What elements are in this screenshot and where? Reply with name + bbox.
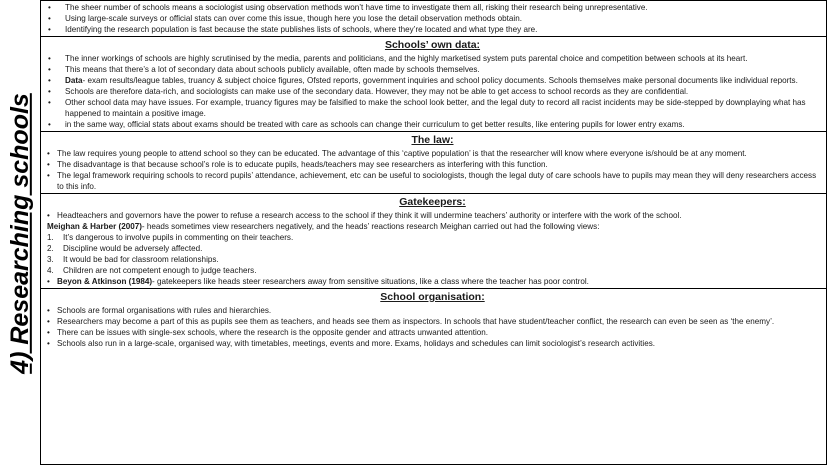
list-item: • Other school data may have issues. For example, truancy figures may be falsified to make the school look better, and the legal duty to record all racist incidents may be side-stepped by downplaying what has happened to maintain a positive image. xyxy=(45,97,820,119)
list-item: • Schools are formal organisations with rules and hierarchies. xyxy=(45,305,820,316)
intro-section xyxy=(41,1,826,37)
organisation-list xyxy=(45,305,820,349)
numbered-item xyxy=(45,232,820,243)
item-text: It would be bad for classroom relationships. xyxy=(63,255,219,264)
list-item: • Headteachers and governors have the power to refuse a research access to the school if they think it will undermine teachers’ authority or interfere with the work of the school. xyxy=(45,210,820,221)
section-heading: The law: xyxy=(411,134,454,146)
list-item: • Schools are therefore data-rich, and sociologists can make use of the secondary data. However, they may not be able to get access to school records as they are confidential. xyxy=(45,86,820,97)
citation-name: Beyon & Atkinson (1984) xyxy=(57,277,153,286)
side-title-column xyxy=(0,0,40,466)
item-text: - exam results/league tables, truancy & subject choice figures, Ofsted reports, government inquiries and school policy documents. Schools themselves make personal documents like individual reports. xyxy=(82,76,798,85)
list-item: • The law requires young people to attend school so they can be educated. The advantage of this ‘captive population’ is that the researcher will know where everyone is/should be at any moment. xyxy=(45,148,820,159)
slide-title: 4) Researching schools xyxy=(5,92,34,374)
item-text: Children are not competent enough to judge teachers. xyxy=(63,266,257,275)
item-number: 2. xyxy=(47,244,54,253)
item-text: - gatekeepers like heads steer researchers away from sensitive situations, like a class where the teacher has poor control. xyxy=(152,277,589,286)
item-number: 1. xyxy=(47,233,54,242)
citation-name: Meighan & Harber (2007) xyxy=(47,222,142,231)
gatekeepers-list-2 xyxy=(45,276,820,287)
list-item xyxy=(45,75,820,86)
section-heading: Gatekeepers: xyxy=(399,196,466,208)
bold-term: Data xyxy=(65,76,83,85)
list-item: • The sheer number of schools means a sociologist using observation methods won’t have time to investigate them all, risking their research being unrepresentative. xyxy=(45,2,820,13)
item-number: 3. xyxy=(47,255,54,264)
list-item: • This means that there’s a lot of secondary data about schools publicly available, often made by schools themselves. xyxy=(45,64,820,75)
item-number: 4. xyxy=(47,266,54,275)
gatekeepers-list xyxy=(45,210,820,221)
list-item: • Using large-scale surveys or official stats can over come this issue, though here you lose the detail observation methods obtain. xyxy=(45,13,820,24)
gatekeepers-section xyxy=(41,194,826,289)
notes-table xyxy=(40,0,827,465)
organisation-section xyxy=(41,289,826,464)
list-item: • The disadvantage is that because school’s role is to educate pupils, heads/teachers may see researchers as interfering with this function. xyxy=(45,159,820,170)
schools-data-list xyxy=(45,53,820,130)
citation-paragraph xyxy=(45,221,820,232)
citation-text: - heads sometimes view researchers negatively, and the heads’ reactions research Meighan carried out had the following views: xyxy=(141,222,600,231)
list-item: • Identifying the research population is fast because the state publishes lists of schools, where they’re located and what type they are. xyxy=(45,24,820,35)
list-item: • The legal framework requiring schools to record pupils’ attendance, achievement, etc can be useful to sociologists, though the legal duty of care schools have to pupils may mean they will deny researchers access to this info. xyxy=(45,170,820,192)
schools-data-section xyxy=(41,37,826,132)
numbered-item xyxy=(45,265,820,276)
list-item xyxy=(45,276,820,287)
list-item: • There can be issues with single-sex schools, where the research is the opposite gender and attracts unwanted attention. xyxy=(45,327,820,338)
law-section xyxy=(41,132,826,194)
list-item: • in the same way, official stats about exams should be treated with care as schools can change their curriculum to get better results, like entering pupils for lower entry exams. xyxy=(45,119,820,130)
numbered-item xyxy=(45,243,820,254)
section-heading: Schools’ own data: xyxy=(384,39,481,51)
law-list xyxy=(45,148,820,192)
list-item: • Researchers may become a part of this as pupils see them as teachers, and heads see them as inspectors. In schools that have student/teacher conflict, the research can even be seen as ‘the enemy’. xyxy=(45,316,820,327)
section-heading: School organisation: xyxy=(380,291,485,303)
intro-list xyxy=(45,2,820,35)
numbered-item xyxy=(45,254,820,265)
item-text: It’s dangerous to involve pupils in commenting on their teachers. xyxy=(63,233,294,242)
item-text: Discipline would be adversely affected. xyxy=(63,244,203,253)
list-item: • The inner workings of schools are highly scrutinised by the media, parents and politicians, and the highly marketised system puts parental choice and competition between schools at its heart. xyxy=(45,53,820,64)
list-item: • Schools also run in a large-scale, organised way, with timetables, meetings, events and more. Exams, holidays and schedules can limit sociologist’s research activities. xyxy=(45,338,820,349)
